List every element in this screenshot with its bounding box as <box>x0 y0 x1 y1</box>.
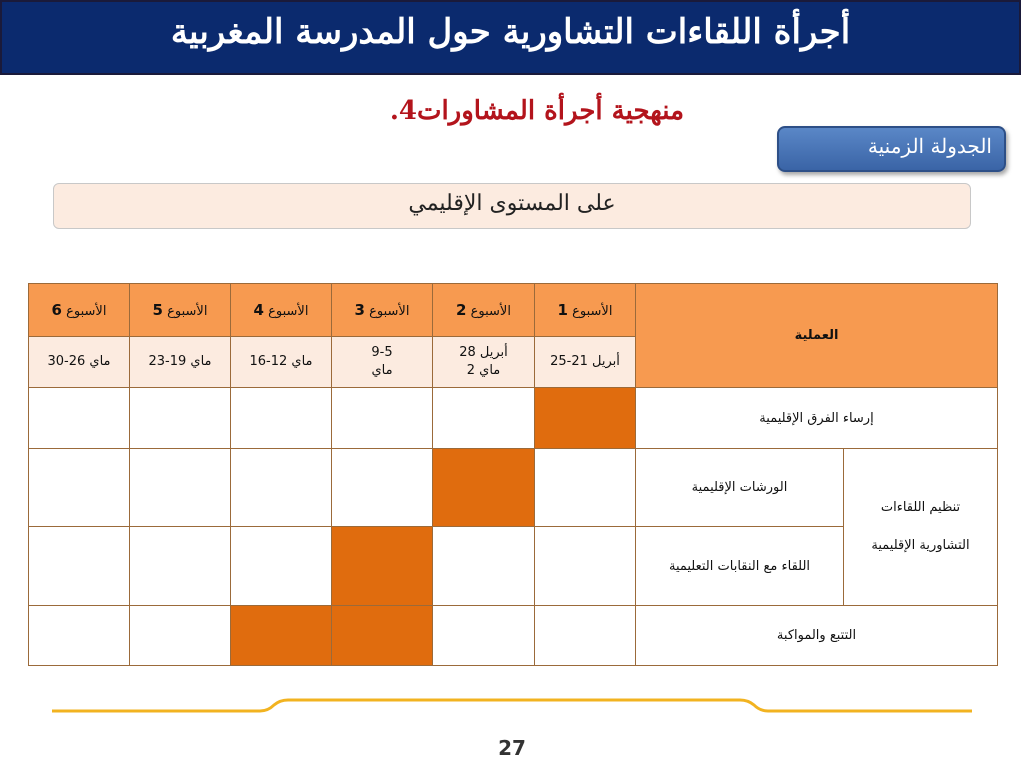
section-heading <box>362 96 684 126</box>
week-5-header: الأسبوع 5 <box>130 284 231 337</box>
slide-title: أجرأة اللقاءات التشاورية حول المدرسة المغربية <box>170 12 851 52</box>
cell-r2-w6 <box>29 449 130 527</box>
cell-r1-w3 <box>332 388 433 449</box>
cell-r4-w6 <box>29 606 130 666</box>
cell-r2-w3 <box>332 449 433 527</box>
cell-r1-w1-active <box>535 388 636 449</box>
group-label-consultations: تنظيم اللقاءات التشاورية الإقليمية <box>844 449 998 606</box>
cell-r3-w4 <box>231 527 332 606</box>
table-row <box>29 449 998 527</box>
week-3-date: 9-5 ماي <box>332 337 433 388</box>
title-bar <box>0 0 1021 75</box>
week-6-date: 30-26 ماي <box>29 337 130 388</box>
timeline-badge: الجدولة الزمنية <box>777 126 1006 172</box>
page-number: 27 <box>498 736 526 760</box>
row-label-regional-teams: إرساء الفرق الإقليمية <box>636 388 998 449</box>
decorative-divider <box>52 698 972 716</box>
cell-r4-w5 <box>130 606 231 666</box>
cell-r1-w4 <box>231 388 332 449</box>
cell-r2-w4 <box>231 449 332 527</box>
week-1-date: 25-21 أبريل <box>535 337 636 388</box>
row-label-unions-meeting: اللقاء مع النقابات التعليمية <box>636 527 844 606</box>
row-label-follow-up: التتبع والمواكبة <box>636 606 998 666</box>
cell-r3-w1 <box>535 527 636 606</box>
week-3-header: الأسبوع 3 <box>332 284 433 337</box>
row-label-workshops: الورشات الإقليمية <box>636 449 844 527</box>
cell-r3-w5 <box>130 527 231 606</box>
cell-r2-w1 <box>535 449 636 527</box>
cell-r1-w5 <box>130 388 231 449</box>
cell-r1-w2 <box>433 388 535 449</box>
week-4-header: الأسبوع 4 <box>231 284 332 337</box>
cell-r2-w5 <box>130 449 231 527</box>
process-header: العملية <box>636 284 998 388</box>
cell-r3-w3-active <box>332 527 433 606</box>
week-2-header: الأسبوع 2 <box>433 284 535 337</box>
cell-r3-w6 <box>29 527 130 606</box>
cell-r1-w6 <box>29 388 130 449</box>
cell-r4-w3-active <box>332 606 433 666</box>
table-row <box>29 388 998 449</box>
section-heading-text: منهجية أجرأة المشاورات <box>416 96 684 126</box>
schedule-table <box>28 283 998 666</box>
week-6-header: الأسبوع 6 <box>29 284 130 337</box>
week-5-date: 23-19 ماي <box>130 337 231 388</box>
cell-r4-w1 <box>535 606 636 666</box>
cell-r3-w2 <box>433 527 535 606</box>
cell-r2-w2-active <box>433 449 535 527</box>
week-header-row <box>29 284 998 337</box>
week-1-header: الأسبوع 1 <box>535 284 636 337</box>
week-4-date: 16-12 ماي <box>231 337 332 388</box>
cell-r4-w4-active <box>231 606 332 666</box>
table-row <box>29 606 998 666</box>
level-banner: على المستوى الإقليمي <box>53 183 971 229</box>
cell-r4-w2 <box>433 606 535 666</box>
section-number: 4. <box>389 96 417 126</box>
week-2-date: 28 أبريل 2 ماي <box>433 337 535 388</box>
